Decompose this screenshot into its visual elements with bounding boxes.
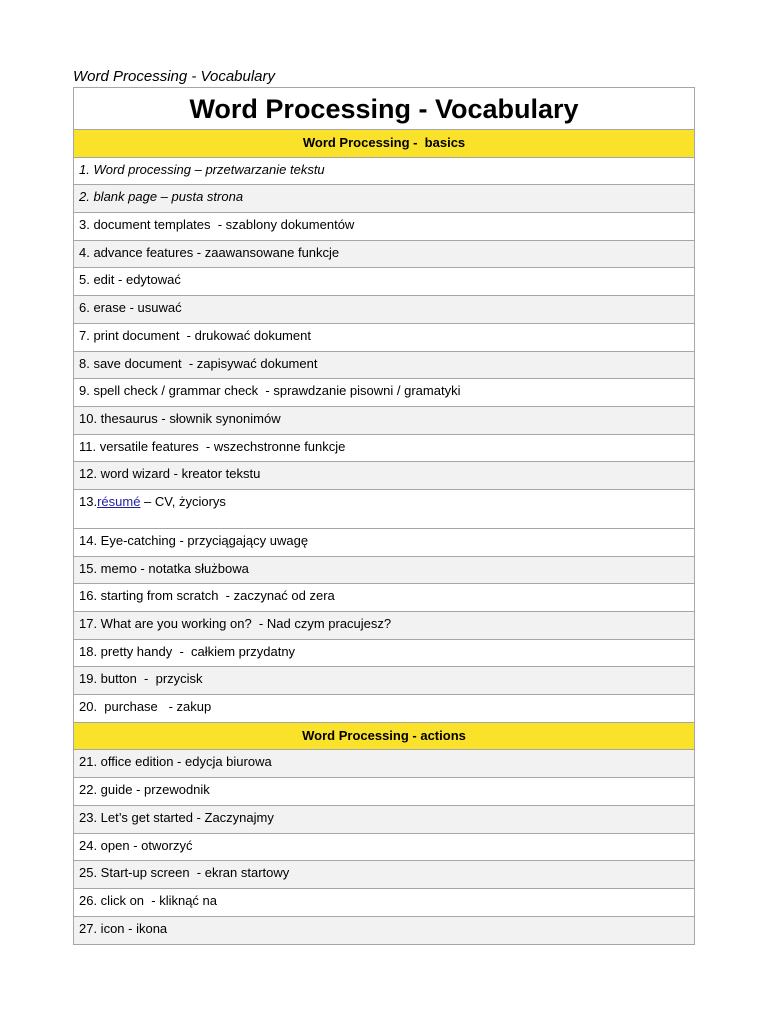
vocab-row: 12. word wizard - kreator tekstu	[74, 462, 694, 490]
vocab-row: 19. button - przycisk	[74, 667, 694, 695]
vocab-row: 1. Word processing – przetwarzanie tekstu	[74, 158, 694, 186]
section-header-basics: Word Processing - basics	[74, 130, 694, 158]
vocab-row: 14. Eye-catching - przyciągający uwagę	[74, 529, 694, 557]
section-header-actions: Word Processing - actions	[74, 723, 694, 751]
vocab-row: 27. icon - ikona	[74, 917, 694, 945]
vocabulary-table	[73, 87, 695, 945]
vocab-row: 17. What are you working on? - Nad czym pracujesz?	[74, 612, 694, 640]
vocab-row: 4. advance features - zaawansowane funkcje	[74, 241, 694, 269]
vocab-row: 24. open - otworzyć	[74, 834, 694, 862]
vocab-row: 20. purchase - zakup	[74, 695, 694, 723]
vocab-row: 5. edit - edytować	[74, 268, 694, 296]
row-translation: – CV, życiorys	[140, 493, 226, 509]
vocab-row: 2. blank page – pusta strona	[74, 185, 694, 213]
vocab-row: 6. erase - usuwać	[74, 296, 694, 324]
vocab-row: 9. spell check / grammar check - sprawdzanie pisowni / gramatyki	[74, 379, 694, 407]
vocab-row: 10. thesaurus - słownik synonimów	[74, 407, 694, 435]
vocab-row: 11. versatile features - wszechstronne funkcje	[74, 435, 694, 463]
vocab-row: 8. save document - zapisywać dokument	[74, 352, 694, 380]
vocab-row: 21. office edition - edycja biurowa	[74, 750, 694, 778]
vocab-row: 26. click on - kliknąć na	[74, 889, 694, 917]
document-title: Word Processing - Vocabulary	[74, 88, 694, 130]
vocab-row: 7. print document - drukować dokument	[74, 324, 694, 352]
row-number: 13.	[79, 493, 98, 509]
vocab-row: 16. starting from scratch - zaczynać od zera	[74, 584, 694, 612]
vocab-row: 3. document templates - szablony dokumentów	[74, 213, 694, 241]
page-header: Word Processing - Vocabulary	[73, 68, 276, 85]
vocab-row: 22. guide - przewodnik	[74, 778, 694, 806]
vocab-row: 23. Let’s get started - Zaczynajmy	[74, 806, 694, 834]
resume-link[interactable]: résumé	[97, 493, 141, 509]
vocab-row: 18. pretty handy - całkiem przydatny	[74, 640, 694, 668]
vocab-row: 15. memo - notatka służbowa	[74, 557, 694, 585]
vocab-row-resume	[74, 490, 694, 529]
vocab-row: 25. Start-up screen - ekran startowy	[74, 861, 694, 889]
